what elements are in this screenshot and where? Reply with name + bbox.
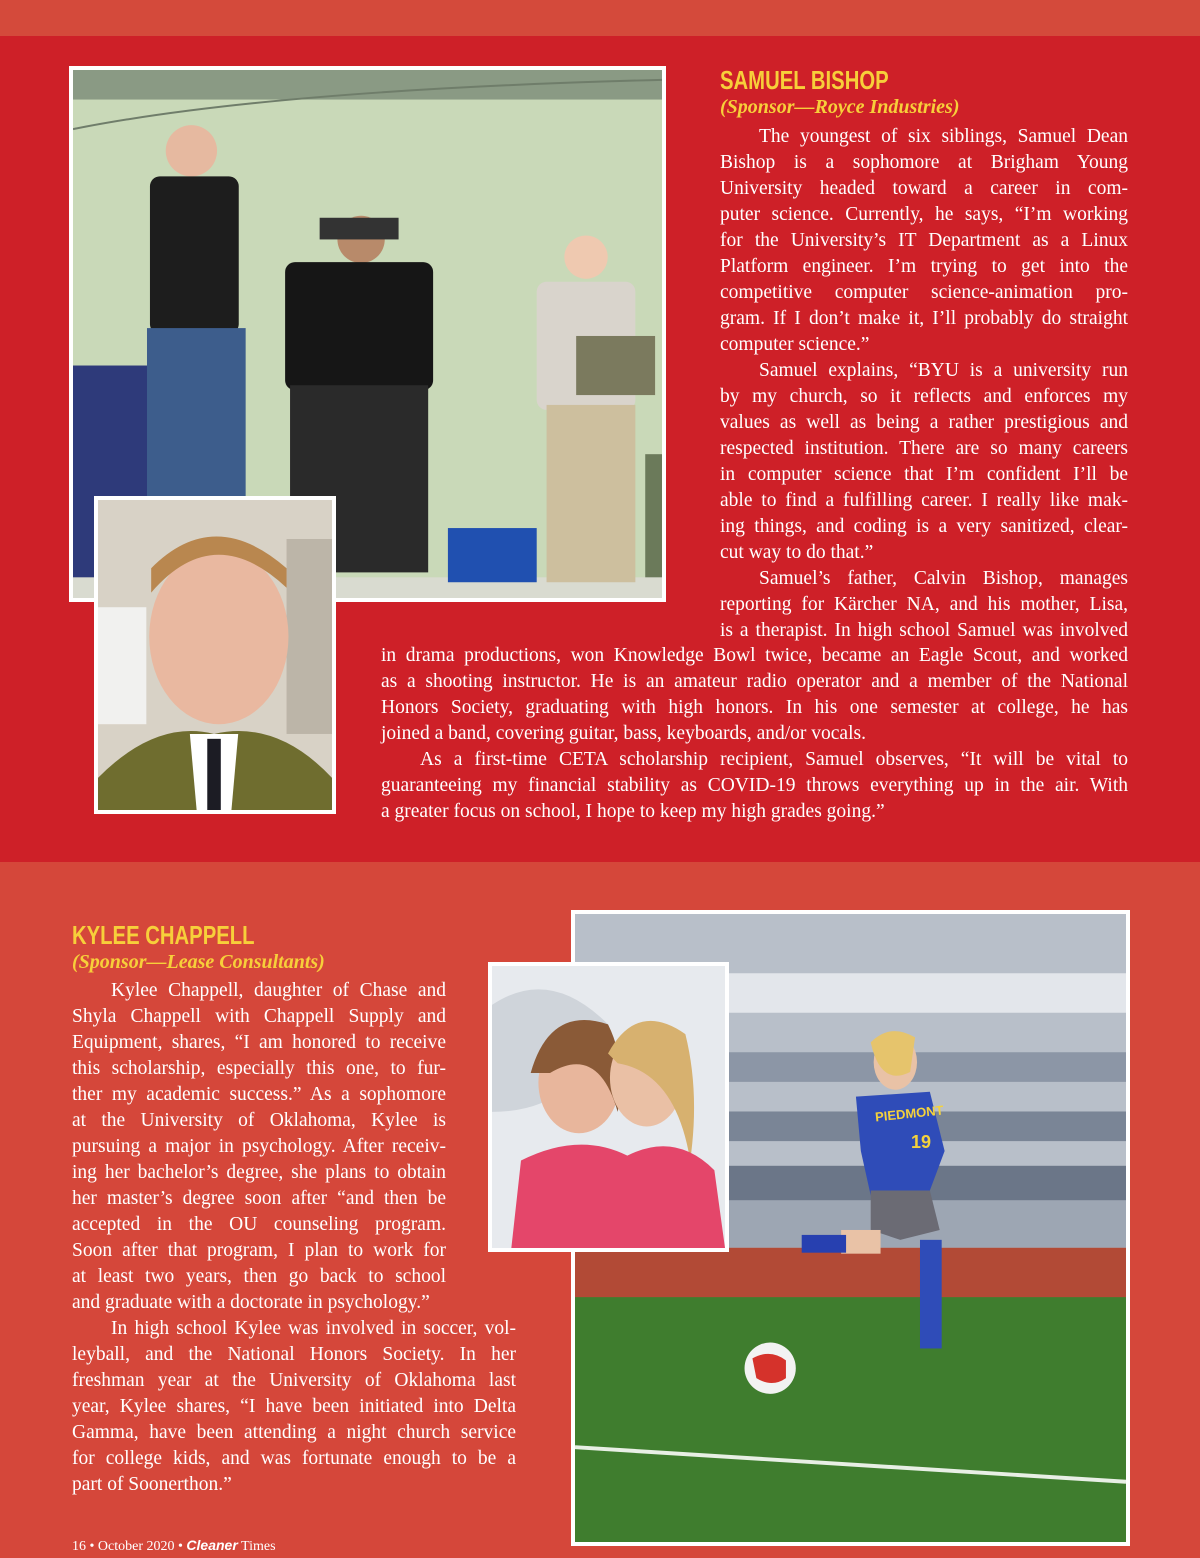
bio-line: University headed toward a career in com-	[720, 178, 1128, 199]
bio-line: year, Kylee shares, “I have been initiated into Delta	[72, 1396, 516, 1417]
bio-line: gram. If I don’t make it, I’ll probably do straight	[720, 308, 1128, 329]
page-footer	[72, 1537, 276, 1555]
bio-line: Samuel explains, “BYU is a university run	[720, 360, 1128, 381]
magazine-name-b: Times	[241, 1539, 276, 1554]
bio-line: puter science. Currently, he says, “I’m working	[720, 204, 1128, 225]
footer-bullet: •	[89, 1539, 95, 1554]
bio-line: in drama productions, won Knowledge Bowl twice, became an Eagle Scout, and worked	[381, 645, 1128, 666]
bio-line: competitive computer science-animation pro-	[720, 282, 1128, 303]
issue-date: October 2020	[97, 1539, 175, 1554]
top-color-band	[0, 0, 1200, 36]
bio-line: leyball, and the National Honors Society. In her	[72, 1344, 516, 1365]
bio-line: Honors Society, graduating with high honors. In his one semester at college, he has	[381, 697, 1128, 718]
bio-line: by my church, so it reflects and enforces my	[720, 386, 1128, 407]
bio-line: for the University’s IT Department as a Linux	[720, 230, 1128, 251]
bio-line: freshman year at the University of Oklahoma last	[72, 1370, 516, 1391]
bio-line: her master’s degree soon after “and then be	[72, 1188, 446, 1209]
samuel-portrait-photo	[94, 496, 336, 814]
bio-line: ther my academic success.” As a sophomore	[72, 1084, 446, 1105]
bio-line: In high school Kylee was involved in soccer, vol-	[72, 1318, 516, 1339]
bio-line: at least two years, then go back to school	[72, 1266, 446, 1287]
samuel-sponsor: (Sponsor—Royce Industries)	[720, 96, 960, 118]
bio-line: is a therapist. In high school Samuel was involved	[720, 620, 1128, 641]
bio-line: for college kids, and was fortunate enough to be a	[72, 1448, 516, 1469]
bio-line: respected institution. There are so many careers	[720, 438, 1128, 459]
footer-bullet: •	[178, 1539, 183, 1554]
bio-line: guaranteeing my financial stability as COVID-19 throws everything up in the air. With	[381, 775, 1128, 796]
bio-line: able to find a fulfilling career. I really like mak-	[720, 490, 1128, 511]
bio-line: As a first-time CETA scholarship recipient, Samuel observes, “It will be vital to	[381, 749, 1128, 770]
bio-line: cut way to do that.”	[720, 542, 874, 563]
bio-line: Equipment, shares, “I am honored to receive	[72, 1032, 446, 1053]
bio-line: accepted in the OU counseling program.	[72, 1214, 446, 1235]
kylee-name-heading: KYLEE CHAPPELL	[72, 920, 255, 950]
kylee-sponsor: (Sponsor—Lease Consultants)	[72, 951, 325, 973]
bio-line: Bishop is a sophomore at Brigham Young	[720, 152, 1128, 173]
bio-line: Platform engineer. I’m trying to get into the	[720, 256, 1128, 277]
bio-line: Gamma, have been attending a night church service	[72, 1422, 516, 1443]
bio-line: and graduate with a doctorate in psychology.”	[72, 1292, 430, 1313]
bio-line: at the University of Oklahoma, Kylee is	[72, 1110, 446, 1131]
bio-line: reporting for Kärcher NA, and his mother, Lisa,	[720, 594, 1128, 615]
kylee-friends-photo	[488, 962, 729, 1252]
bio-line: part of Soonerthon.”	[72, 1474, 232, 1495]
bio-line: as a shooting instructor. He is an amateur radio operator and a member of the National	[381, 671, 1128, 692]
bio-line: values as well as being a rather prestigious and	[720, 412, 1128, 433]
bio-line: computer science.”	[720, 334, 870, 355]
magazine-name-a: Cleaner	[186, 1537, 238, 1553]
bio-line: Kylee Chappell, daughter of Chase and	[72, 980, 446, 1001]
bio-line: ing her bachelor’s degree, she plans to obtain	[72, 1162, 446, 1183]
bio-line: a greater focus on school, I hope to keep my high grades going.”	[381, 801, 885, 822]
bio-line: ing things, and coding is a very sanitized, clear-	[720, 516, 1128, 537]
bio-line: joined a band, covering guitar, bass, keyboards, and/or vocals.	[381, 723, 866, 744]
bio-line: pursuing a major in psychology. After receiv-	[72, 1136, 446, 1157]
bio-line: Samuel’s father, Calvin Bishop, manages	[720, 568, 1128, 589]
bio-line: The youngest of six siblings, Samuel Dean	[720, 126, 1128, 147]
page-number: 16	[72, 1539, 86, 1554]
samuel-name-heading: SAMUEL BISHOP	[720, 65, 889, 95]
bio-line: Shyla Chappell with Chappell Supply and	[72, 1006, 446, 1027]
bio-line: this scholarship, especially this one, to fur-	[72, 1058, 446, 1079]
bio-line: in computer science that I’m confident I’ll be	[720, 464, 1128, 485]
jersey-team: PIEDMONT	[874, 1102, 945, 1125]
bio-line: Soon after that program, I plan to work for	[72, 1240, 446, 1261]
jersey-number: 19	[911, 1132, 932, 1152]
